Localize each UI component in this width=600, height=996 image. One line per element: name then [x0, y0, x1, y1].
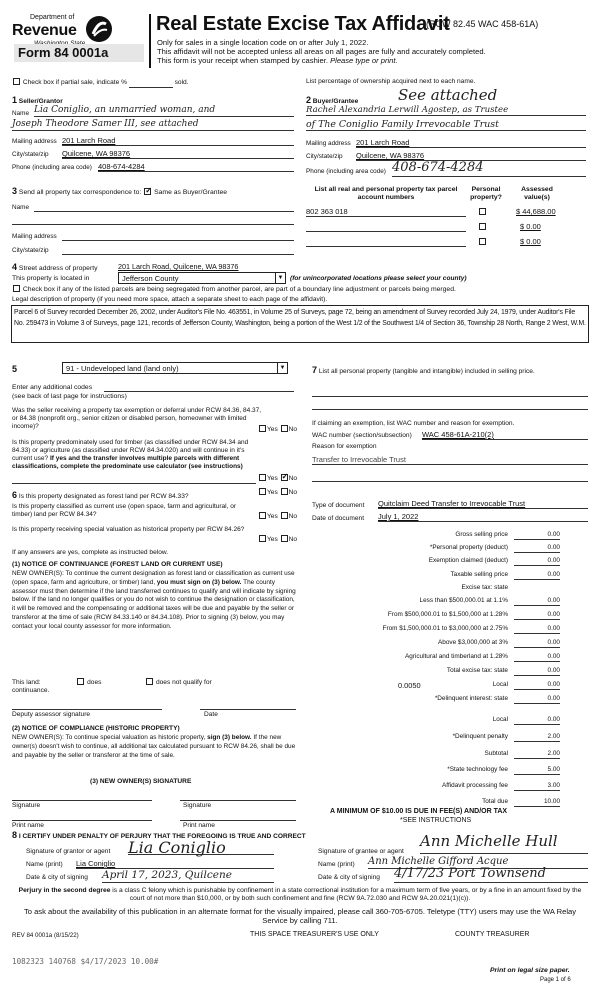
parcels-header-assessed: Assessed value(s)	[521, 186, 553, 202]
q-historic-text: Is this property receiving special valuation as historical property per RCW 84.26?	[12, 526, 245, 533]
seller-heading: Seller/Grantor	[18, 98, 63, 105]
tax-row	[312, 766, 560, 778]
seller-name-line-1[interactable]: Lia Coniglio, an unmarried woman, and	[34, 105, 294, 117]
yes-label: Yes	[267, 513, 278, 520]
tax-row-value[interactable]: 2.00	[514, 733, 560, 742]
located-in-label: This property is located in	[12, 275, 90, 282]
legal-description-text: Parcel 6 of Survey recorded December 26, 2002, under Auditor's File No. 463551, in Volume 25 of Surveys, page 72, being an amendment of Survey recorded July 24, 1979, under Auditor's File No. 259473 in Volume 3 of Surveys, page 121, records of Jefferson County, Washington, being a portion of the West 1/2 of the Southwest 1/4 of Section 36, Township 28 North, Range 2 West, W.M.	[14, 309, 586, 328]
section-3-row	[12, 186, 227, 197]
notice-2-title: (2) NOTICE OF COMPLIANCE (HISTORIC PROPERTY)	[12, 725, 180, 732]
grantee-signature-label: Signature of grantee or agent	[318, 848, 404, 855]
buyer-mailing-field[interactable]: 201 Larch Road	[356, 138, 586, 148]
parcel-personal-checkbox[interactable]	[479, 238, 486, 245]
header-notice-3-text: This form is your receipt when stamped by cashier.	[157, 56, 328, 65]
tax-row-label: Taxable selling price	[450, 571, 508, 578]
partial-sale-label: Check box if partial sale, indicate %	[22, 79, 127, 86]
parcel-row	[306, 237, 586, 249]
tax-row	[312, 782, 560, 794]
segregation-checkbox[interactable]	[13, 285, 20, 292]
doc-date-field[interactable]: July 1, 2022	[378, 512, 588, 522]
wac-label: WAC number (section/subsection)	[312, 432, 412, 439]
tax-row-label: *State technology fee	[447, 766, 508, 773]
section-8-number: 8	[12, 830, 18, 840]
grantor-date-label: Date & city of signing	[26, 874, 88, 881]
yes-label: Yes	[267, 475, 278, 482]
parcel-number-field[interactable]	[306, 237, 466, 247]
dor-emblem-icon	[84, 14, 114, 44]
tax-row	[312, 544, 560, 556]
treasurer-use-label: THIS SPACE TREASURER'S USE ONLY	[250, 931, 379, 938]
q-historic-options	[258, 535, 297, 544]
tax-row-label: Local	[492, 681, 508, 688]
additional-codes-field[interactable]	[104, 391, 294, 392]
tax-row-label: Local	[492, 716, 508, 723]
notice-1-title: (1) NOTICE OF CONTINUANCE (FOREST LAND OR CURRENT USE)	[12, 561, 223, 568]
parcel-assessed-value[interactable]: $ 0.00	[520, 222, 541, 231]
tax-row-value[interactable]: 0.00	[514, 611, 560, 620]
q-exemption-no-checkbox[interactable]	[281, 425, 288, 432]
seller-name-line-2[interactable]: Joseph Theodore Samer III, see attached	[12, 119, 294, 131]
buyer-city-field[interactable]: Quilcene, WA 98376	[356, 151, 586, 161]
segregation-label: Check box if any of the listed parcels are being segregated from another parcel, are part of a boundary line adjustment or parcels being merged.	[22, 286, 456, 293]
new-owner-print-name-field-1[interactable]	[12, 820, 152, 821]
tax-row-value[interactable]: 0.00	[514, 544, 560, 553]
partial-sale-checkbox[interactable]	[13, 78, 20, 85]
q-exemption-text: Was the seller receiving a property tax exemption or deferral under RCW 84.36, 84.37, or 84.38 (nonprofit org., senior citizen or disabled person, homeowner with limited income)?	[12, 407, 262, 430]
does-not-checkbox[interactable]	[146, 678, 153, 685]
seller-mailing-field[interactable]: 201 Larch Road	[62, 136, 294, 146]
this-land-label: This land:	[12, 679, 41, 686]
local-rate: 0.0050	[398, 681, 421, 690]
buyer-name-line-2[interactable]: of The Coniglio Family Irrevocable Trust	[306, 119, 586, 131]
additional-codes-note: (see back of last page for instructions)	[12, 393, 127, 400]
no-label: No	[288, 426, 298, 433]
doc-date-label: Date of document	[312, 515, 365, 522]
notice-1-text-a: NEW OWNER(S): To continue the current designation as forest land or classification as current use (open space, farm and agriculture, or timber) land,	[12, 570, 295, 586]
section-6-number: 6	[12, 490, 18, 500]
if-yes-note: If any answers are yes, complete as instructed below.	[12, 549, 169, 556]
grantor-signature-label: Signature of grantor or agent	[26, 848, 111, 855]
tax-row-value[interactable]: 0.00	[514, 667, 560, 676]
tax-row-value[interactable]: 0.00	[514, 625, 560, 634]
parcel-personal-checkbox[interactable]	[479, 208, 486, 215]
tax-row	[312, 695, 560, 707]
q-timber-options	[258, 474, 297, 483]
notice-2-text-bold: sign (3) below.	[207, 734, 252, 741]
wac-field[interactable]: WAC 458-61A-210(2)	[422, 430, 588, 440]
county-treasurer-label: COUNTY TREASURER	[455, 931, 530, 938]
tax-row-label: *Delinquent interest: state	[434, 695, 508, 702]
section-3-name-field[interactable]	[34, 211, 294, 212]
form-title-rcw: (RCW 82.45 WAC 458-61A)	[426, 19, 539, 29]
seller-mailing-label: Mailing address	[12, 138, 57, 145]
parcel-number-field[interactable]: 802 363 018	[306, 207, 466, 217]
q-timber-yes-checkbox[interactable]	[259, 474, 266, 481]
no-label: No	[288, 536, 298, 543]
signature-label-2: Signature	[183, 802, 212, 809]
same-as-buyer-checkbox[interactable]	[144, 188, 151, 195]
chevron-down-icon: ▼	[277, 363, 287, 373]
new-owner-signature-title: (3) NEW OWNER(S) SIGNATURE	[90, 778, 192, 785]
does-checkbox[interactable]	[77, 678, 84, 685]
q-forest-no-checkbox[interactable]	[281, 488, 288, 495]
buyer-phone-field[interactable]: 408-674-4284	[392, 160, 586, 177]
no-label: No	[288, 489, 298, 496]
tax-row	[312, 750, 560, 762]
tax-row-label: Agricultural and timberland at 1.28%	[404, 653, 508, 660]
grantee-name-field[interactable]: Ann Michelle Gifford Acque	[368, 856, 588, 869]
tax-row-value[interactable]: 0.00	[514, 571, 560, 580]
grantee-date-field[interactable]: 4/17/23 Port Townsend	[394, 866, 588, 883]
county-select-value: Jefferson County	[122, 274, 179, 283]
tax-row-value[interactable]: 3.00	[514, 782, 560, 791]
exemption-label: If claiming an exemption, list WAC number and reason for exemption.	[312, 420, 515, 427]
new-owner-signature-field-1[interactable]	[12, 800, 152, 801]
minimum-due-note: A MINIMUM OF $10.00 IS DUE IN FEE(S) AND/OR TAX	[330, 808, 508, 815]
street-address-field[interactable]: 201 Larch Road, Quilcene, WA 98376	[118, 262, 239, 271]
tax-row-value[interactable]: 0.00	[514, 639, 560, 648]
buyer-heading: Buyer/Grantee	[312, 98, 359, 105]
does-not-label: does not qualify for	[155, 679, 212, 686]
tax-row	[312, 571, 560, 583]
tax-row-value[interactable]: 10.00	[514, 798, 560, 807]
revision-code: REV 84 0001a (8/15/22)	[12, 932, 79, 939]
q-forest-options	[258, 488, 297, 497]
parcel-row	[306, 222, 586, 234]
q-current-use-yes-checkbox[interactable]	[259, 512, 266, 519]
dor-revenue-word: Revenue	[12, 22, 77, 39]
segregation-row	[12, 285, 456, 294]
tax-row	[312, 557, 560, 569]
tax-row-value[interactable]: 2.00	[514, 750, 560, 759]
dor-dept-line: Department of	[30, 14, 75, 21]
section-7-number: 7	[312, 365, 318, 375]
parcel-assessed-value[interactable]: $ 0.00	[520, 237, 541, 246]
tax-row	[312, 681, 560, 693]
section-1-number: 1	[12, 95, 18, 105]
doc-type-field[interactable]: Quitclaim Deed Transfer to Irrevocable Trust	[378, 499, 588, 509]
land-use-select-value: 91 - Undeveloped land (land only)	[66, 364, 179, 373]
section-3-mailing-field[interactable]	[62, 240, 294, 241]
q-timber-text	[12, 439, 262, 471]
same-as-buyer-label: Same as Buyer/Grantee	[154, 189, 228, 196]
tax-row	[312, 733, 560, 745]
deputy-signature-field[interactable]	[12, 709, 162, 710]
q-forest-text: Is this property designated as forest land per RCW 84.33?	[18, 493, 189, 500]
section-8-heading: I CERTIFY UNDER PENALTY OF PERJURY THAT THE FOREGOING IS TRUE AND CORRECT	[18, 833, 306, 840]
this-land-row	[12, 678, 212, 687]
form-title: Real Estate Excise Tax Affidavit	[156, 13, 450, 35]
notice-2-text-b: If the new owner(s) doesn't wish to continue, all additional tax calculated pursuant to RCW 84.26, shall be due and payable by the seller or transferor at the time of sale.	[12, 734, 296, 759]
yes-label: Yes	[267, 426, 278, 433]
tax-row-label: From $500,000.01 to $1,500,000 at 1.28%	[387, 611, 508, 618]
see-instructions-note: *SEE INSTRUCTIONS	[400, 817, 472, 824]
q-forest-row	[12, 490, 189, 501]
section-5-number: 5	[12, 364, 18, 374]
county-select[interactable]	[118, 272, 286, 284]
legal-description-label: Legal description of property (if you need more space, attach a separate sheet to each page of the affidavit).	[12, 296, 328, 303]
q-current-use-text: Is this property classified as current use (open space, farm and agricultural, or timber) land per RCW 84.34?	[12, 503, 236, 518]
partial-sale-sold-label: sold.	[174, 79, 189, 86]
section-3-city-label: City/state/zip	[12, 247, 49, 254]
tax-row-value[interactable]: 0.00	[514, 653, 560, 662]
tax-row-value[interactable]: 0.00	[514, 681, 560, 690]
chevron-down-icon: ▼	[275, 273, 285, 283]
q-exemption-options	[258, 425, 297, 434]
new-owner-signature-field-2[interactable]	[180, 800, 296, 801]
tax-row	[312, 639, 560, 651]
tax-row-label: *Personal property (deduct)	[429, 544, 508, 551]
tax-row-label: From $1,500,000.01 to $3,000,000 at 2.75%	[382, 625, 508, 632]
q-historic-no-checkbox[interactable]	[281, 535, 288, 542]
notice-1-text-bold: you must sign on (3) below.	[156, 578, 242, 586]
seller-name-label: Name	[12, 110, 30, 117]
yes-label: Yes	[267, 536, 278, 543]
q-timber-text-1: Is this property predominately used for timber (as classified under RCW 84.34 and 84.33) or agriculture (as classified under RCW 84.34.020) and will continue in it's current use?	[12, 439, 249, 462]
header-notice-3-emphasis: Please type or print.	[330, 56, 398, 65]
seller-city-field[interactable]: Quilcene, WA 98376	[62, 149, 294, 159]
section-7-row	[312, 365, 588, 376]
parcel-row	[306, 207, 586, 219]
section-3-name-field-2[interactable]	[12, 224, 294, 225]
q-historic-yes-checkbox[interactable]	[259, 535, 266, 542]
tax-row-label: Less than $500,000.01 at 1.1%	[419, 597, 508, 604]
no-label: No	[288, 513, 298, 520]
header-notice-2: This affidavit will not be accepted unless all areas on all pages are fully and accurately completed.	[157, 47, 486, 56]
personal-property-field-1[interactable]	[312, 396, 588, 397]
section-3-city-field[interactable]	[62, 254, 294, 255]
county-note: (for unincorporated locations please select your county)	[290, 275, 467, 282]
tax-row	[312, 597, 560, 609]
seller-city-label: City/state/zip	[12, 151, 49, 158]
new-owner-print-name-field-2[interactable]	[180, 820, 296, 821]
street-address-label: Street address of property	[18, 265, 98, 272]
tax-row	[312, 716, 560, 728]
reason-field[interactable]: Transfer to Irrevocable Trust	[312, 455, 588, 465]
buyer-mailing-label: Mailing address	[306, 140, 351, 147]
notice-2-text-a: NEW OWNER(S): To continue special valuation as historic property,	[12, 734, 206, 741]
parcels-header-personal: Personal property?	[470, 186, 502, 202]
parcels-header-list: List all real and personal property tax parcel account numbers	[314, 186, 458, 202]
tax-row-label: *Delinquent penalty	[452, 733, 508, 740]
personal-property-field-2[interactable]	[312, 409, 588, 410]
signature-label-1: Signature	[12, 802, 41, 809]
grantee-name-label: Name (print)	[318, 861, 355, 868]
notice-2-text	[12, 734, 296, 760]
accessibility-notice: To ask about the availability of this publication in an alternate format for the visually impaired, please call 360-705-6705. Teletype (TTY) users may use the WA Relay Service by calling 711.	[23, 907, 577, 926]
grantor-date-field[interactable]: April 17, 2023, Quilcene	[102, 869, 274, 883]
section-7-label: List all personal property (tangible and intangible) included in selling price.	[318, 368, 535, 375]
additional-codes-label: Enter any additional codes	[12, 384, 93, 391]
tax-row-value[interactable]: 0.00	[514, 531, 560, 540]
section-4-number: 4	[12, 262, 18, 272]
tax-row-label: Excise tax: state	[461, 584, 508, 591]
form-number: Form 84 0001a	[14, 44, 144, 62]
tax-row-value[interactable]: 0.00	[514, 695, 560, 704]
tax-row-label: Subtotal	[484, 750, 508, 757]
perjury-bold: Perjury in the second degree	[18, 887, 111, 894]
seller-phone-field[interactable]: 408-674-4284	[98, 162, 294, 172]
parcel-number-field[interactable]	[306, 222, 466, 232]
tax-row	[312, 531, 560, 543]
buyer-name-line-1[interactable]: Rachel Alexandria Lerwill Agostep, as Trustee	[306, 105, 586, 116]
perjury-notice	[12, 887, 588, 903]
print-name-label-1: Print name	[12, 822, 44, 829]
notice-1-text-b: The county assessor must then determine if the land transferred continues to qualify and will indicate by signing below. If the land no longer qualifies or you do not wish to continue the designation or classification, it will be removed and the compensating or additional taxes will be due and payable by the seller or transferor at the time of sale (RCW 84.33.140 or 84.34.108). Prior to signing (3) below, you may contact your local county assessor for more information.	[12, 578, 296, 630]
section-3-label: Send all property tax correspondence to:	[18, 189, 142, 196]
section-3-number: 3	[12, 186, 18, 196]
grantor-signature-field[interactable]: Lia Coniglio	[128, 838, 274, 855]
q-forest-yes-checkbox[interactable]	[259, 488, 266, 495]
reason-label: Reason for exemption	[312, 443, 377, 450]
grantee-signature-field[interactable]: Ann Michelle Hull	[420, 832, 588, 854]
q-current-use-no-checkbox[interactable]	[281, 512, 288, 519]
grantee-date-label: Date & city of signing	[318, 874, 380, 881]
notice-1-text	[12, 570, 296, 631]
grantor-name-field[interactable]: Lia Coniglio	[76, 859, 274, 869]
legal-description-field[interactable]	[11, 305, 589, 343]
header-notice-1: Only for sales in a single location code on or after July 1, 2022.	[157, 38, 369, 47]
tax-row	[312, 667, 560, 679]
tax-row-label: Exemption claimed (deduct)	[428, 557, 508, 564]
does-label: does	[87, 679, 102, 686]
continuance-label: continuance.	[12, 687, 50, 694]
tax-row-heading	[312, 584, 560, 596]
ownership-note: List percentage of ownership acquired next to each name.	[306, 78, 476, 85]
parcel-personal-checkbox[interactable]	[479, 223, 486, 230]
tax-row	[312, 625, 560, 637]
tax-row-value[interactable]: 0.00	[514, 597, 560, 606]
buyer-city-label: City/state/zip	[306, 153, 343, 160]
tax-row-value[interactable]: 0.00	[514, 557, 560, 566]
tax-row-label: Above $3,000,000 at 3%	[438, 639, 508, 646]
section-4-street-row	[12, 262, 98, 273]
tax-row-label: Affidavit processing fee	[442, 782, 508, 789]
header-divider	[149, 14, 151, 68]
tax-row-value[interactable]: 5.00	[514, 766, 560, 775]
header-notice-3	[157, 56, 398, 65]
perjury-text: is a class C felony which is punishable by confinement in a state correctional institution for a maximum term of five years, or by a fine in an amount fixed by the court of not more than $10,000, or by both such confinement and fine (RCW 9A.72.030 and RCW 9A.20.021(1)(c)).	[112, 887, 582, 903]
section-3-name-label: Name	[12, 204, 30, 211]
no-label: No	[288, 475, 298, 482]
q-timber-no-checkbox[interactable]	[281, 474, 288, 481]
deputy-date-label: Date	[204, 711, 218, 718]
tax-row-label: Gross selling price	[455, 531, 508, 538]
deputy-date-field[interactable]	[200, 709, 296, 710]
deputy-signature-label: Deputy assessor signature	[12, 711, 91, 718]
tax-row	[312, 653, 560, 665]
q-current-use-options	[258, 512, 297, 521]
section-3-mailing-label: Mailing address	[12, 233, 57, 240]
yes-label: Yes	[267, 489, 278, 496]
tax-row-value[interactable]: 0.00	[514, 716, 560, 725]
parcel-assessed-value[interactable]: $ 44,688.00	[516, 207, 556, 216]
buyer-phone-label: Phone (including area code)	[306, 168, 386, 175]
reason-field-2[interactable]	[312, 481, 588, 482]
partial-sale-row	[12, 78, 189, 88]
tax-row-label: Total excise tax: state	[446, 667, 508, 674]
grantor-name-label: Name (print)	[26, 861, 63, 868]
legal-paper-note: Print on legal size paper.	[490, 967, 570, 974]
q-exemption-yes-checkbox[interactable]	[259, 425, 266, 432]
tax-row	[312, 611, 560, 623]
treasurer-stamp: 1082323 140768 $4/17/2023 10.00#	[12, 957, 159, 966]
tax-row-label: Total due	[482, 798, 508, 805]
page-number: Page 1 of 6	[540, 977, 571, 983]
section-2-number: 2	[306, 95, 312, 105]
print-name-label-2: Print name	[183, 822, 215, 829]
partial-sale-percent-field[interactable]	[129, 79, 173, 88]
q-timber-underline	[12, 483, 256, 484]
q-timber-text-2: If yes and the transfer involves multiple parcels with different classifications, complete the predominate use calculator (see instructions)	[12, 454, 243, 470]
doc-type-label: Type of document	[312, 502, 365, 509]
land-use-select[interactable]	[62, 362, 288, 374]
buyer-see-attached: See attached	[398, 86, 498, 104]
seller-phone-label: Phone (including area code)	[12, 164, 92, 171]
